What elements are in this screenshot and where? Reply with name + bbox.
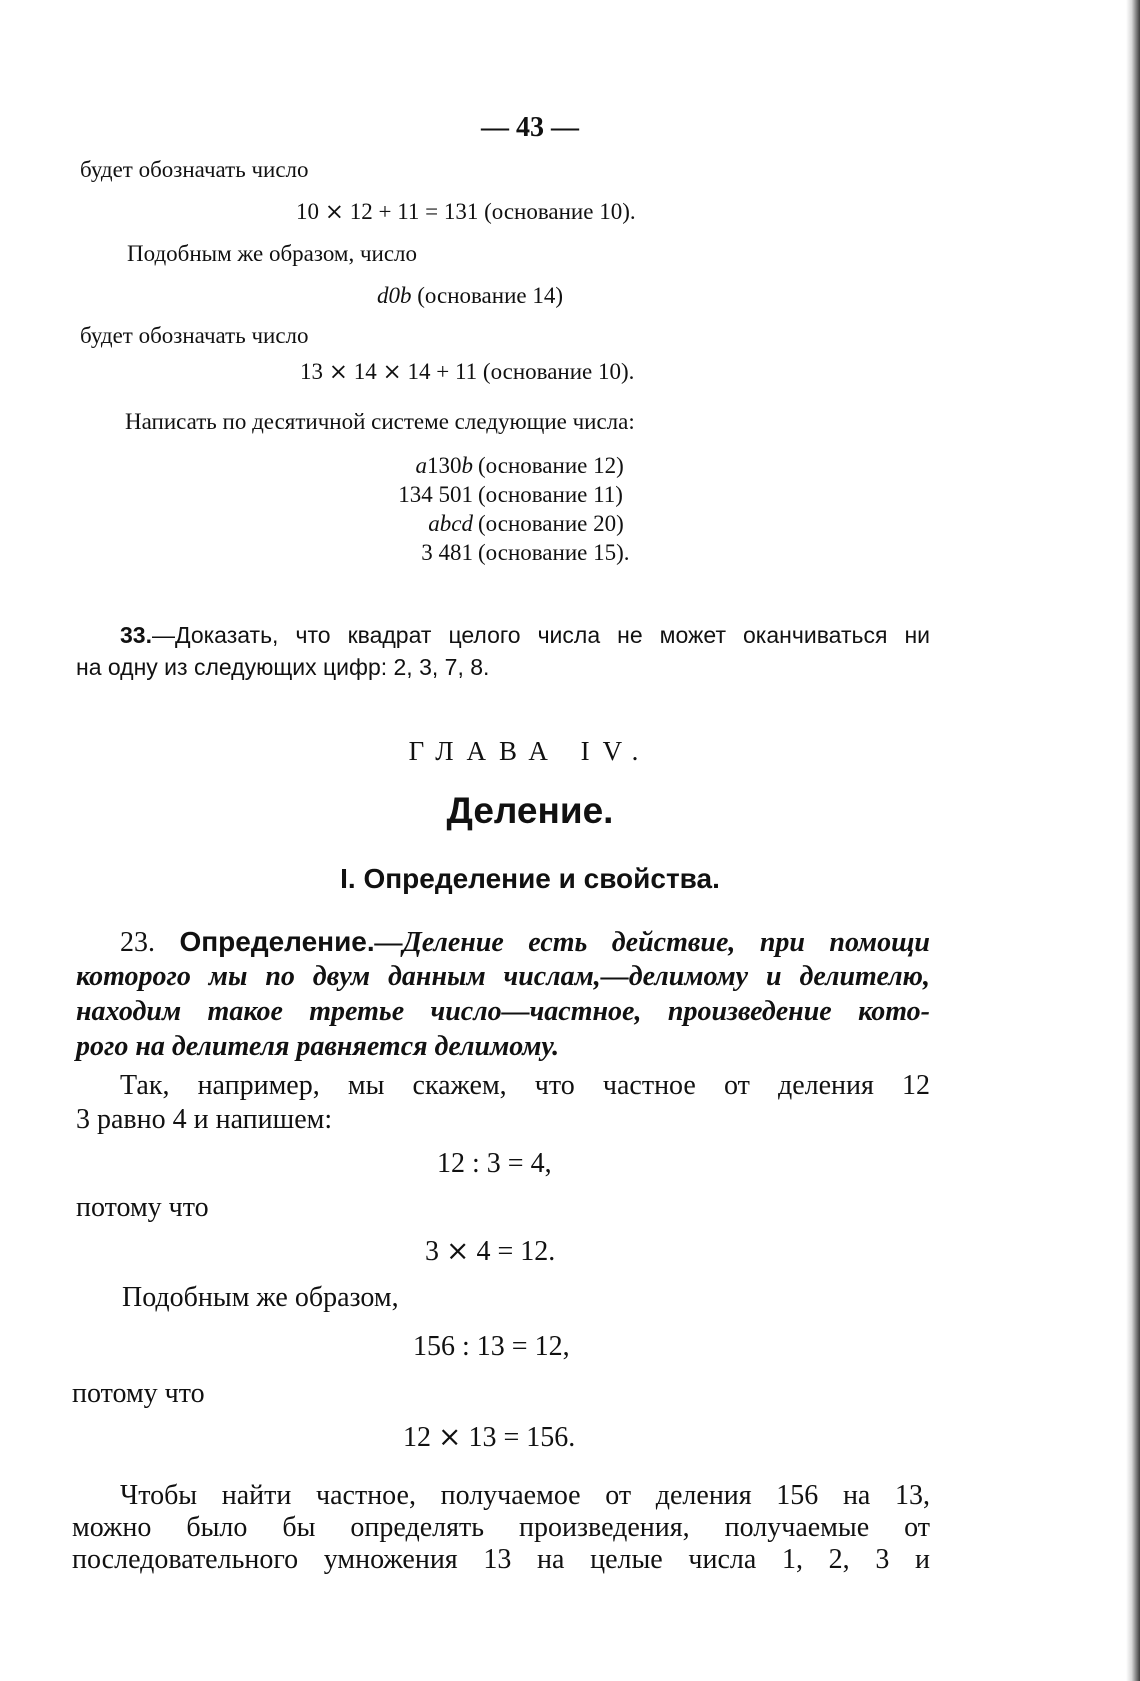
equation: 156 : 13 = 12, bbox=[413, 1331, 570, 1362]
task-text: Написать по десятичной системе следующие числа: bbox=[125, 409, 635, 434]
formula-base: (основание 14) bbox=[411, 283, 563, 308]
text-line: будет обозначать число bbox=[80, 323, 309, 348]
number-value: a130b bbox=[415, 453, 473, 478]
body-line: потому что bbox=[76, 1192, 209, 1223]
exercise-line: 33.—Доказать, что квадрат целого числа не может оканчиваться ни bbox=[120, 622, 930, 648]
equation: 12 : 3 = 4, bbox=[437, 1148, 552, 1179]
formula-italic-part: d0b bbox=[377, 283, 412, 308]
number-value: abcd bbox=[428, 511, 473, 536]
definition-line: рого на делителя равняется делимому. bbox=[76, 1031, 560, 1062]
number-row bbox=[380, 509, 680, 538]
definition-line: которого мы по двум данным числам,—делимому и делителю, bbox=[76, 961, 930, 992]
body-line: последовательного умножения 13 на целые числа 1, 2, 3 и bbox=[72, 1544, 930, 1575]
number-base: (основание 20) bbox=[478, 511, 624, 536]
body-line: потому что bbox=[72, 1378, 205, 1409]
body-line: Чтобы найти частное, получаемое от деления 156 на 13, bbox=[120, 1480, 930, 1511]
chapter-title: Деление. bbox=[446, 790, 614, 831]
equation: 12 ⨯ 13 = 156. bbox=[403, 1422, 576, 1453]
formula: 10 ⨯ 12 + 11 = 131 (основание 10). bbox=[296, 199, 636, 224]
body-line: Подобным же образом, bbox=[122, 1282, 399, 1313]
chapter-label: ГЛАВА IV. bbox=[408, 736, 652, 766]
body-line: Так, например, мы скажем, что частное от деления 12 bbox=[120, 1070, 930, 1101]
number-base: (основание 12) bbox=[478, 453, 624, 478]
number-row bbox=[380, 451, 680, 480]
number-row bbox=[380, 538, 680, 567]
body-line: можно было бы определять произведения, получаемые от bbox=[72, 1512, 930, 1543]
definition-line: 23. Определение.—Деление есть действие, при помощи bbox=[120, 926, 931, 958]
page-edge-shadow bbox=[1126, 0, 1140, 1681]
formula bbox=[377, 284, 563, 307]
text-line: будет обозначать число bbox=[80, 157, 309, 182]
text-line: Подобным же образом, число bbox=[127, 241, 418, 266]
number-list bbox=[380, 451, 680, 567]
number-row bbox=[380, 480, 680, 509]
number-base: (основание 11) bbox=[478, 482, 623, 507]
page-number: — 43 — bbox=[481, 112, 579, 143]
formula: 13 ⨯ 14 ⨯ 14 + 11 (основание 10). bbox=[300, 359, 635, 384]
number-value: 134 501 bbox=[398, 482, 473, 507]
body-line: 3 равно 4 и напишем: bbox=[76, 1104, 333, 1135]
section-title: I. Определение и свойства. bbox=[340, 863, 720, 894]
exercise-line: на одну из следующих цифр: 2, 3, 7, 8. bbox=[76, 654, 490, 680]
definition-number: 23. bbox=[120, 927, 155, 958]
number-value: 3 481 bbox=[421, 540, 473, 565]
exercise-number: 33. bbox=[120, 622, 152, 648]
definition-line: находим такое третье число—частное, произведение кото- bbox=[76, 996, 930, 1027]
definition-heading: Определение. bbox=[179, 926, 375, 957]
number-base: (основание 15). bbox=[478, 540, 630, 565]
equation: 3 ⨯ 4 = 12. bbox=[425, 1236, 556, 1267]
